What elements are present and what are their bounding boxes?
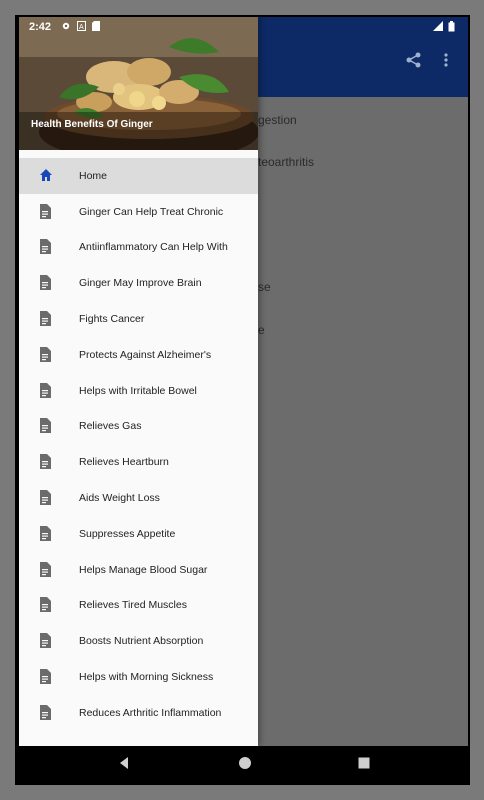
share-icon[interactable] (404, 51, 424, 71)
bg-list-item: gestion (258, 113, 297, 127)
drawer-item-10[interactable] (19, 516, 258, 552)
drawer-menu (19, 158, 258, 731)
drawer-item-label: Ginger Can Help Treat Chronic (79, 205, 224, 218)
drawer-item-label: Relieves Gas (79, 420, 142, 433)
drawer-item-label: Home (79, 169, 108, 182)
drawer-item-6[interactable] (19, 373, 258, 409)
drawer-item-2[interactable] (19, 230, 258, 266)
drawer-item-label: Suppresses Appetite (79, 527, 176, 540)
bg-list-item: e (258, 323, 265, 337)
recents-icon[interactable] (357, 756, 375, 774)
drawer-item-label: Helps with Irritable Bowel (79, 384, 197, 397)
home-icon (39, 168, 53, 184)
drawer-item-label: Fights Cancer (79, 313, 145, 326)
battery-icon (448, 21, 455, 35)
drawer-header-title: Health Benefits Of Ginger (31, 119, 153, 130)
drawer-item-0[interactable] (19, 158, 258, 194)
drawer-item-14[interactable] (19, 659, 258, 695)
drawer-item-9[interactable] (19, 480, 258, 516)
drawer-item-3[interactable] (19, 265, 258, 301)
svg-text:A: A (79, 24, 84, 31)
drawer-item-label: Reduces Arthritic Inflammation (79, 706, 222, 719)
drawer-item-7[interactable] (19, 409, 258, 445)
drawer-item-label: Relieves Tired Muscles (79, 599, 187, 612)
drawer-item-label: Ginger May Improve Brain (79, 277, 202, 290)
drawer-item-15[interactable] (19, 695, 258, 731)
system-nav-bar (19, 746, 468, 785)
document-icon (39, 526, 53, 542)
back-icon[interactable] (117, 756, 135, 774)
document-icon (39, 383, 53, 399)
document-icon (39, 669, 53, 685)
drawer-item-12[interactable] (19, 588, 258, 624)
document-icon (39, 418, 53, 434)
a-icon (77, 21, 86, 34)
document-icon (39, 347, 53, 363)
bg-list-item: se (258, 280, 271, 294)
document-icon (39, 597, 53, 613)
status-time: 2:42 (29, 21, 52, 33)
drawer-item-5[interactable] (19, 337, 258, 373)
document-icon (39, 454, 53, 470)
drawer-item-8[interactable] (19, 444, 258, 480)
drawer-item-label: Aids Weight Loss (79, 492, 160, 505)
status-bar (19, 17, 468, 39)
drawer-item-label: Boosts Nutrient Absorption (79, 635, 204, 648)
home-circle-icon[interactable] (238, 756, 256, 774)
drawer-item-label: Helps with Morning Sickness (79, 671, 214, 684)
gear-icon (61, 21, 71, 34)
document-icon (39, 705, 53, 721)
navigation-drawer (19, 17, 258, 746)
document-icon (39, 562, 53, 578)
drawer-item-1[interactable] (19, 194, 258, 230)
document-icon (39, 633, 53, 649)
document-icon (39, 311, 53, 327)
screen (19, 17, 468, 746)
document-icon (39, 204, 53, 220)
drawer-item-4[interactable] (19, 301, 258, 337)
signal-icon (433, 21, 443, 34)
document-icon (39, 239, 53, 255)
overflow-menu-icon[interactable] (436, 51, 456, 71)
drawer-item-label: Relieves Heartburn (79, 456, 169, 469)
sd-card-icon (92, 21, 100, 34)
bg-list-item: teoarthritis (258, 155, 315, 169)
document-icon (39, 275, 53, 291)
drawer-item-label: Helps Manage Blood Sugar (79, 563, 208, 576)
drawer-item-13[interactable] (19, 623, 258, 659)
drawer-item-label: Protects Against Alzheimer's (79, 348, 212, 361)
device-frame (15, 15, 470, 785)
drawer-item-11[interactable] (19, 552, 258, 588)
drawer-item-label: Antiinflammatory Can Help With (79, 241, 228, 254)
document-icon (39, 490, 53, 506)
